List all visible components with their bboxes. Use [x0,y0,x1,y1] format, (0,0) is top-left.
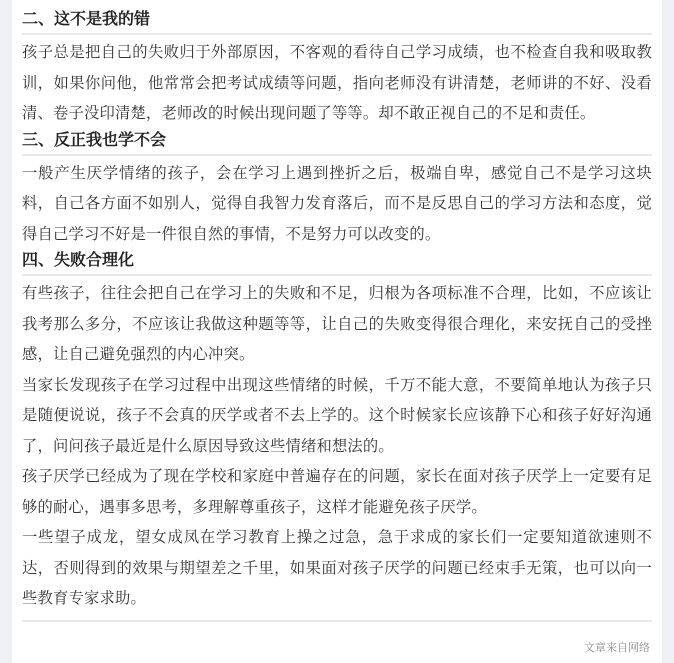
section-paragraph: 孩子总是把自己的失败归于外部原因，不客观的看待自己学习成绩，也不检查自我和吸取教训，如果你问他，他常常会把考试成绩等问题，指向老师没有讲清楚，老师讲的不好、没看清、卷子没印清楚，老师改的时候出现问题了等等。却不敢正视自己的不足和责任。 [22,43,652,122]
footer-divider [22,620,652,622]
section-heading: 三、反正我也学不会 [22,129,652,156]
section-paragraph: 一些望子成龙，望女成凤在学习教育上操之过急，急于求成的家长们一定要知道欲速则不达，否则得到的效果与期望差之千里，如果面对孩子厌学的问题已经束手无策，也可以向一些教育专家求助。 [22,528,652,607]
section-paragraph: 有些孩子，往往会把自己在学习上的失败和不足，归根为各项标准不合理，比如，不应该让我考那么多分，不应该让我做这种题等等，让自己的失败变得很合理化，来安抚自己的受挫感，让自己避免强烈的内心冲突。 [22,284,652,363]
section-paragraph: 当家长发现孩子在学习过程中出现这些情绪的时候，千万不能大意，不要简单地认为孩子只是随便说说，孩子不会真的厌学或者不去上学的。这个时候家长应该静下心和孩子好好沟通了，问问孩子最近是什么原因导致这些情绪和想法的。 [22,375,652,455]
section-heading: 二、这不是我的错 [22,8,652,35]
source-note: 文章来自网络 [584,641,650,654]
article-card [12,0,662,663]
section-paragraph: 孩子厌学已经成为了现在学校和家庭中普遍存在的问题，家长在面对孩子厌学上一定要有足够的耐心，遇事多思考，多理解尊重孩子，这样才能避免孩子厌学。 [22,467,652,516]
section-heading: 四、失败合理化 [22,249,652,276]
section-paragraph: 一般产生厌学情绪的孩子，会在学习上遇到挫折之后，极端自卑，感觉自己不是学习这块料，自己各方面不如别人，觉得自我智力发育落后，而不是反思自己的学习方法和态度，觉得自己学习不好是一件很自然的事情，不是努力可以改变的。 [22,163,652,243]
